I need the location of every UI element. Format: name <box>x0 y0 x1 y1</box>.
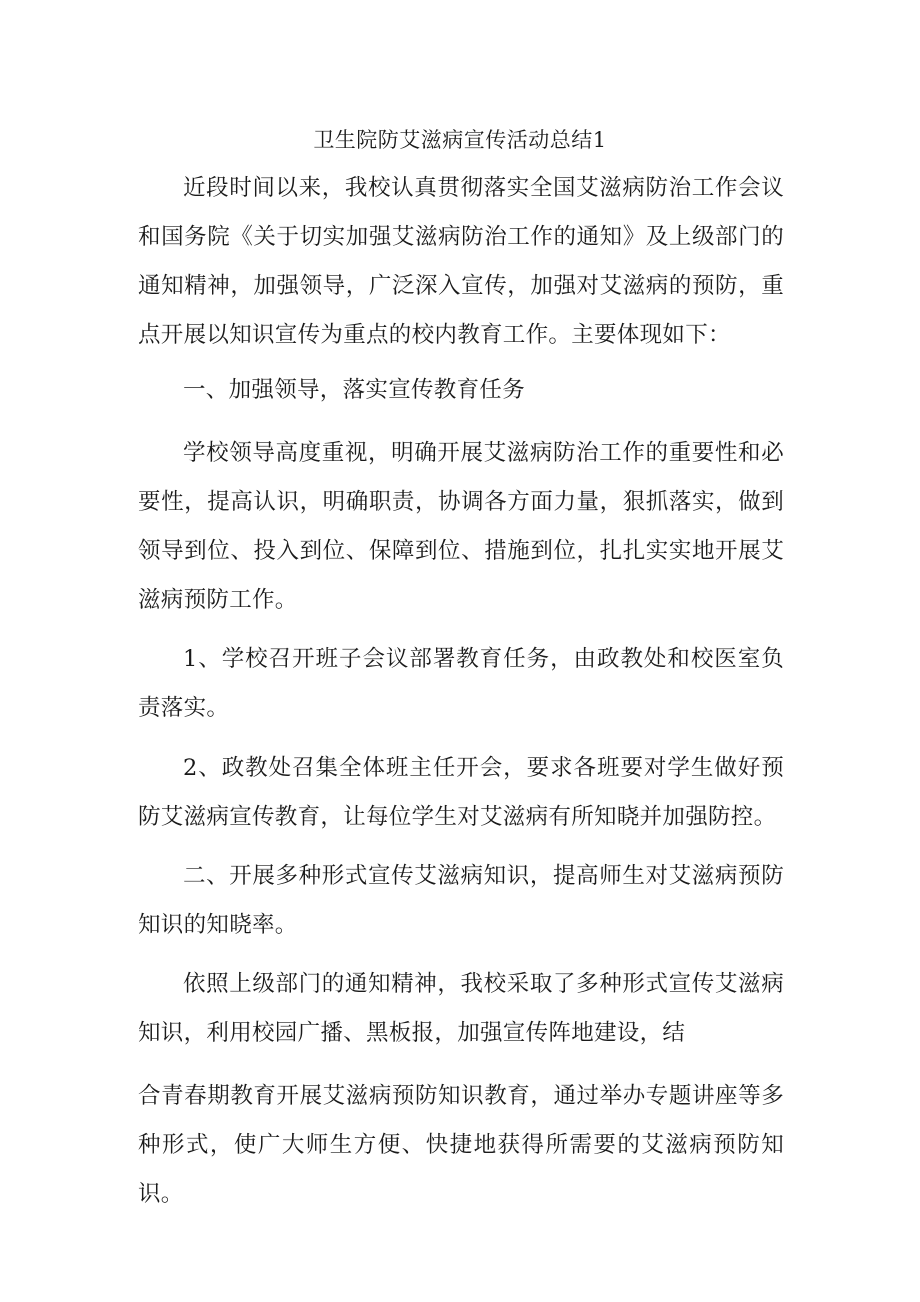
list-item-1: 1、学校召开班子会议部署教育任务，由政教处和校医室负责落实。 <box>138 646 784 721</box>
heading-section-2: 二、开展多种形式宣传艾滋病知识，提高师生对艾滋病预防知识的知晓率。 <box>138 863 784 938</box>
heading-section-1: 一、加强领导，落实宣传教育任务 <box>183 377 526 403</box>
paragraph-intro: 近段时间以来，我校认真贯彻落实全国艾滋病防治工作会议和国务院《关于切实加强艾滋病防治工作的通知》及上级部门的通知精神，加强领导，广泛深入宣传，加强对艾滋病的预防，重点开展以知识宣传为重点的校内教育工作。主要体现如下： <box>138 175 784 348</box>
paragraph-methods-part1: 依照上级部门的通知精神，我校采取了多种形式宣传艾滋病知识，利用校园广播、黑板报，加强宣传阵地建设，结 <box>138 971 784 1046</box>
paragraph-methods-part2: 合青春期教育开展艾滋病预防知识教育，通过举办专题讲座等多种形式，使广大师生方便、快捷地获得所需要的艾滋病预防知识。 <box>138 1083 784 1207</box>
paragraph-leadership: 学校领导高度重视，明确开展艾滋病防治工作的重要性和必要性，提高认识，明确职责，协调各方面力量，狠抓落实，做到领导到位、投入到位、保障到位、措施到位，扎扎实实地开展艾滋病预防工作。 <box>138 440 784 613</box>
document-title: 卫生院防艾滋病宣传活动总结1 <box>313 128 607 152</box>
list-item-2: 2、政教处召集全体班主任开会，要求各班要对学生做好预防艾滋病宣传教育，让每位学生对艾滋病有所知晓并加强防控。 <box>138 755 784 830</box>
